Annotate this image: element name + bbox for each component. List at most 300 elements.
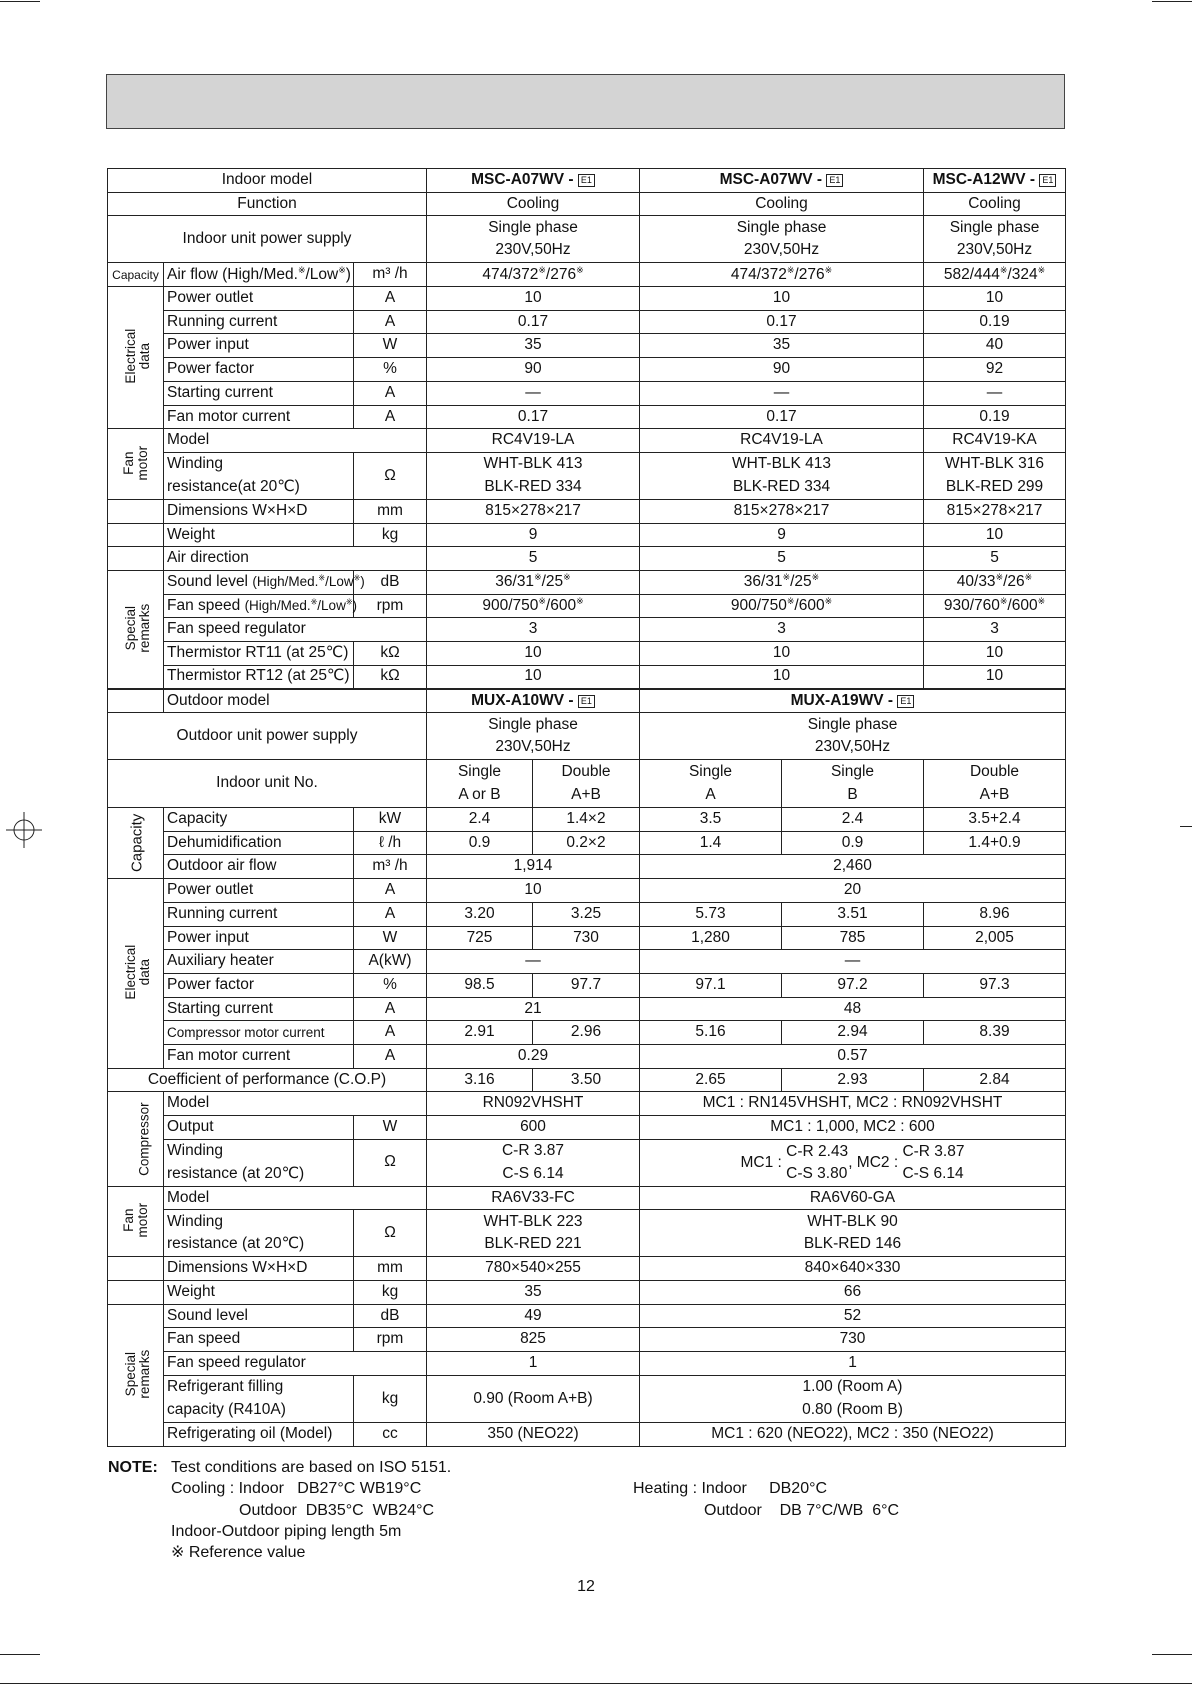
row-label: Starting current <box>164 997 354 1021</box>
table-cell: 0.19 <box>924 405 1066 429</box>
table-cell: 98.5 <box>427 973 533 997</box>
table-row <box>108 263 1066 287</box>
table-cell: Cooling <box>924 192 1066 216</box>
table-cell: 825 <box>427 1328 640 1352</box>
group-label: Capacity <box>108 263 164 287</box>
table-cell: RA6V60-GA <box>640 1186 1066 1210</box>
row-label: Thermistor RT12 (at 25℃) <box>164 665 354 689</box>
table-cell: RC4V19-LA <box>427 429 640 453</box>
table-cell: 1,280 <box>640 926 782 950</box>
table-cell: 900/750※/600※ <box>427 594 640 618</box>
row-label: Power factor <box>164 358 354 382</box>
table-row <box>108 618 1066 642</box>
table-row <box>108 1304 1066 1328</box>
table-cell: 5.73 <box>640 902 782 926</box>
crop-mark <box>1152 1654 1192 1655</box>
model-cell: MUX-A19WV - E1 <box>640 689 1066 713</box>
table-cell: 1.4×2 <box>533 808 640 832</box>
table-cell: 20 <box>640 879 1066 903</box>
table-cell: 0.17 <box>640 310 924 334</box>
unit-cell: A <box>354 902 427 926</box>
page-number: 12 <box>577 1578 595 1595</box>
table-row <box>108 523 1066 547</box>
table-cell: 35 <box>427 334 640 358</box>
table-row <box>108 808 1066 832</box>
table-cell: WHT-BLK 413 BLK-RED 334 <box>427 452 640 499</box>
unit-cell: W <box>354 1116 427 1140</box>
table-cell: Single A <box>640 760 782 808</box>
table-cell: — <box>924 381 1066 405</box>
table-cell: 0.57 <box>640 1044 1066 1068</box>
table-cell: 900/750※/600※ <box>640 594 924 618</box>
empty-cell <box>108 523 164 547</box>
table-cell: 0.29 <box>427 1044 640 1068</box>
table-cell: WHT-BLK 90 BLK-RED 146 <box>640 1210 1066 1257</box>
row-label: Air flow (High/Med.※/Low※) <box>164 263 354 287</box>
table-row <box>108 310 1066 334</box>
table-row <box>108 879 1066 903</box>
registration-mark-icon <box>6 812 42 848</box>
table-cell: 474/372※/276※ <box>427 263 640 287</box>
crop-mark <box>0 1683 1192 1684</box>
row-label: Fan speed <box>164 1328 354 1352</box>
row-label: Compressor motor current <box>164 1021 354 1045</box>
table-cell: 1,914 <box>427 855 640 879</box>
table-cell: Double A+B <box>924 760 1066 808</box>
model-cell: MUX-A10WV - E1 <box>427 689 640 713</box>
unit-cell: % <box>354 973 427 997</box>
table-row <box>108 950 1066 974</box>
unit-cell: A <box>354 997 427 1021</box>
empty-cell <box>108 499 164 523</box>
empty-cell <box>108 1257 164 1281</box>
table-cell: 35 <box>640 334 924 358</box>
table-cell: 40 <box>924 334 1066 358</box>
table-cell: Single phase 230V,50Hz <box>427 216 640 263</box>
row-label: Fan motor current <box>164 405 354 429</box>
row-label: Outdoor unit power supply <box>108 713 427 760</box>
table-cell: RA6V33-FC <box>427 1186 640 1210</box>
row-label: Model <box>164 1186 427 1210</box>
unit-cell: A <box>354 1021 427 1045</box>
e1-badge: E1 <box>578 174 595 187</box>
row-label: Fan speed regulator <box>164 618 427 642</box>
table-cell: 725 <box>427 926 533 950</box>
table-row <box>108 1044 1066 1068</box>
unit-cell: kg <box>354 1281 427 1305</box>
table-cell: 3.16 <box>427 1068 533 1092</box>
table-cell: 2.4 <box>782 808 924 832</box>
table-cell: 0.9 <box>782 831 924 855</box>
table-row <box>108 429 1066 453</box>
table-cell: RC4V19-KA <box>924 429 1066 453</box>
e1-badge: E1 <box>578 695 595 708</box>
table-cell: 582/444※/324※ <box>924 263 1066 287</box>
unit-cell: Ω <box>354 1210 427 1257</box>
row-label: Power outlet <box>164 287 354 311</box>
table-cell: 3.5+2.4 <box>924 808 1066 832</box>
table-cell: 0.90 (Room A+B) <box>427 1375 640 1422</box>
table-row <box>108 855 1066 879</box>
table-row <box>108 169 1066 193</box>
table-cell: 3.50 <box>533 1068 640 1092</box>
table-cell: 90 <box>640 358 924 382</box>
table-row <box>108 831 1066 855</box>
table-cell: 2.96 <box>533 1021 640 1045</box>
model-cell: MSC-A07WV - E1 <box>640 169 924 193</box>
empty-cell <box>108 1281 164 1305</box>
table-cell: 0.9 <box>427 831 533 855</box>
table-cell: C-R 3.87 C-S 6.14 <box>427 1139 640 1186</box>
unit-cell: ℓ /h <box>354 831 427 855</box>
row-label: Indoor unit No. <box>108 760 427 808</box>
row-label: Starting current <box>164 381 354 405</box>
group-label-electrical: Electrical data <box>108 879 164 1069</box>
group-label-special-remarks: Special remarks <box>108 1304 164 1446</box>
row-label: Function <box>108 192 427 216</box>
unit-cell: rpm <box>354 1328 427 1352</box>
row-label: Running current <box>164 310 354 334</box>
table-cell: 5 <box>427 547 640 571</box>
table-cell: 730 <box>640 1328 1066 1352</box>
table-row <box>108 1139 1066 1186</box>
table-cell: 10 <box>427 665 640 689</box>
row-label: Refrigerating oil (Model) <box>164 1422 354 1446</box>
table-cell: 97.7 <box>533 973 640 997</box>
unit-cell: rpm <box>354 594 427 618</box>
empty-cell <box>108 547 164 571</box>
unit-cell: % <box>354 358 427 382</box>
row-label: Dimensions W×H×D <box>164 499 354 523</box>
row-label: Capacity <box>164 808 354 832</box>
table-cell: 36/31※/25※ <box>427 570 640 594</box>
table-cell: 2.65 <box>640 1068 782 1092</box>
e1-badge: E1 <box>1039 174 1056 187</box>
table-cell: 10 <box>924 287 1066 311</box>
table-cell: 21 <box>427 997 640 1021</box>
table-cell: 1.00 (Room A) 0.80 (Room B) <box>640 1375 1066 1422</box>
group-label-fan-motor: Fan motor <box>108 1186 164 1257</box>
table-row <box>108 1375 1066 1422</box>
table-row <box>108 334 1066 358</box>
table-cell: Single phase 230V,50Hz <box>640 713 1066 760</box>
table-cell: Single A or B <box>427 760 533 808</box>
unit-cell: A <box>354 381 427 405</box>
table-cell: 815×278×217 <box>924 499 1066 523</box>
table-row <box>108 1281 1066 1305</box>
table-cell: 97.3 <box>924 973 1066 997</box>
row-label: Fan speed regulator <box>164 1352 427 1376</box>
table-cell: Single phase 230V,50Hz <box>427 713 640 760</box>
table-row <box>108 405 1066 429</box>
table-cell: — <box>640 950 1066 974</box>
unit-cell: kW <box>354 808 427 832</box>
table-cell: 10 <box>924 665 1066 689</box>
unit-cell: kΩ <box>354 642 427 666</box>
table-row <box>108 902 1066 926</box>
row-label: Power input <box>164 926 354 950</box>
table-cell: 1.4+0.9 <box>924 831 1066 855</box>
row-label: Model <box>164 429 427 453</box>
table-cell: 2.4 <box>427 808 533 832</box>
row-label: Power factor <box>164 973 354 997</box>
table-cell: 0.19 <box>924 310 1066 334</box>
table-cell: 2.84 <box>924 1068 1066 1092</box>
row-label: Model <box>164 1092 427 1116</box>
table-cell: 10 <box>640 665 924 689</box>
table-cell: 2.93 <box>782 1068 924 1092</box>
row-label: Fan speed (High/Med.※/Low※) <box>164 594 354 618</box>
table-row <box>108 1068 1066 1092</box>
table-cell: Single phase 230V,50Hz <box>924 216 1066 263</box>
note-line: Outdoor DB35°C WB24°C Outdoor DB 7°C/WB 6°C <box>239 1501 900 1519</box>
table-cell: 600 <box>427 1116 640 1140</box>
table-cell: MC1 : C-R 2.43 C-S 3.80, MC2 : C-R 3.87 C-S 6.14 <box>640 1139 1066 1186</box>
unit-cell: mm <box>354 1257 427 1281</box>
group-label-special-remarks: Special remarks <box>108 570 164 688</box>
table-row <box>108 1422 1066 1446</box>
table-row <box>108 1257 1066 1281</box>
table-cell: 815×278×217 <box>427 499 640 523</box>
table-cell: 1 <box>640 1352 1066 1376</box>
table-cell: 2.94 <box>782 1021 924 1045</box>
table-cell: 0.17 <box>640 405 924 429</box>
row-label: Weight <box>164 1281 354 1305</box>
row-label: Weight <box>164 523 354 547</box>
table-cell: 0.17 <box>427 405 640 429</box>
table-cell: WHT-BLK 316 BLK-RED 299 <box>924 452 1066 499</box>
table-row <box>108 499 1066 523</box>
table-row <box>108 1092 1066 1116</box>
row-label: Dehumidification <box>164 831 354 855</box>
group-label-compressor: Compressor <box>108 1092 164 1186</box>
table-row <box>108 665 1066 689</box>
e1-badge: E1 <box>897 695 914 708</box>
row-label: Sound level <box>164 1304 354 1328</box>
table-cell: 3 <box>640 618 924 642</box>
e1-badge: E1 <box>826 174 843 187</box>
row-label: Dimensions W×H×D <box>164 1257 354 1281</box>
table-cell: 0.2×2 <box>533 831 640 855</box>
row-label: Coefficient of performance (C.O.P) <box>108 1068 427 1092</box>
unit-cell: A <box>354 405 427 429</box>
table-cell: 9 <box>640 523 924 547</box>
model-cell: MSC-A12WV - E1 <box>924 169 1066 193</box>
row-label: Winding resistance (at 20℃) <box>164 1139 354 1186</box>
table-cell: 730 <box>533 926 640 950</box>
table-row <box>108 642 1066 666</box>
table-row <box>108 1352 1066 1376</box>
unit-cell: A <box>354 310 427 334</box>
unit-cell: m³ /h <box>354 855 427 879</box>
table-cell: 5 <box>924 547 1066 571</box>
unit-cell: kΩ <box>354 665 427 689</box>
unit-cell: mm <box>354 499 427 523</box>
specification-table <box>107 168 1066 1447</box>
table-cell: 10 <box>924 523 1066 547</box>
table-cell: 0.17 <box>427 310 640 334</box>
table-cell: Double A+B <box>533 760 640 808</box>
table-cell: RN092VHSHT <box>427 1092 640 1116</box>
table-cell: 2.91 <box>427 1021 533 1045</box>
unit-cell: kg <box>354 1375 427 1422</box>
table-cell: 49 <box>427 1304 640 1328</box>
table-cell: Single phase 230V,50Hz <box>640 216 924 263</box>
table-cell: 36/31※/25※ <box>640 570 924 594</box>
table-cell: 8.96 <box>924 902 1066 926</box>
table-cell: Cooling <box>640 192 924 216</box>
table-cell: WHT-BLK 413 BLK-RED 334 <box>640 452 924 499</box>
table-row <box>108 452 1066 499</box>
table-cell: 5.16 <box>640 1021 782 1045</box>
table-row <box>108 192 1066 216</box>
unit-cell: cc <box>354 1422 427 1446</box>
table-row <box>108 216 1066 263</box>
row-label: Air direction <box>164 547 427 571</box>
table-cell: WHT-BLK 223 BLK-RED 221 <box>427 1210 640 1257</box>
table-row <box>108 594 1066 618</box>
table-cell: 10 <box>924 642 1066 666</box>
row-label: Indoor model <box>108 169 427 193</box>
table-row <box>108 570 1066 594</box>
table-cell: 350 (NEO22) <box>427 1422 640 1446</box>
table-row <box>108 689 1066 713</box>
note-line: Indoor-Outdoor piping length 5m <box>171 1522 402 1540</box>
table-cell: 3.25 <box>533 902 640 926</box>
table-cell: 92 <box>924 358 1066 382</box>
table-cell: 48 <box>640 997 1066 1021</box>
table-cell: 5 <box>640 547 924 571</box>
table-cell: 840×640×330 <box>640 1257 1066 1281</box>
unit-cell: Ω <box>354 452 427 499</box>
table-cell: 780×540×255 <box>427 1257 640 1281</box>
table-cell: 10 <box>427 642 640 666</box>
table-cell: MC1 : RN145VHSHT, MC2 : RN092VHSHT <box>640 1092 1066 1116</box>
crop-mark <box>1180 826 1192 827</box>
unit-cell: A(kW) <box>354 950 427 974</box>
table-cell: Cooling <box>427 192 640 216</box>
table-row <box>108 1021 1066 1045</box>
crop-mark <box>0 1654 40 1655</box>
table-row <box>108 713 1066 760</box>
title-bar <box>106 74 1065 129</box>
group-label-fan-motor: Fan motor <box>108 429 164 500</box>
table-cell: 40/33※/26※ <box>924 570 1066 594</box>
crop-mark <box>0 1 40 2</box>
table-row <box>108 287 1066 311</box>
table-cell: 10 <box>427 879 640 903</box>
table-cell: 3 <box>924 618 1066 642</box>
table-row <box>108 358 1066 382</box>
model-cell: MSC-A07WV - E1 <box>427 169 640 193</box>
note-line: Cooling : Indoor DB27°C WB19°C Heating : Indoor DB20°C <box>171 1480 828 1498</box>
table-cell: Single B <box>782 760 924 808</box>
note-line: NOTE: Test conditions are based on ISO 5151. <box>108 1459 452 1476</box>
table-cell: RC4V19-LA <box>640 429 924 453</box>
table-cell: 1 <box>427 1352 640 1376</box>
row-label: Winding resistance (at 20℃) <box>164 1210 354 1257</box>
table-cell: 785 <box>782 926 924 950</box>
table-cell: 3.20 <box>427 902 533 926</box>
unit-cell: dB <box>354 570 427 594</box>
group-label-electrical: Electrical data <box>108 287 164 429</box>
row-label: Sound level (High/Med.※/Low※) <box>164 570 354 594</box>
crop-mark <box>1152 1 1192 2</box>
row-label: Power input <box>164 334 354 358</box>
table-cell: 66 <box>640 1281 1066 1305</box>
unit-cell: W <box>354 334 427 358</box>
table-row <box>108 926 1066 950</box>
table-cell: MC1 : 1,000, MC2 : 600 <box>640 1116 1066 1140</box>
table-row <box>108 1328 1066 1352</box>
table-cell: 9 <box>427 523 640 547</box>
table-cell: 1.4 <box>640 831 782 855</box>
unit-cell: A <box>354 1044 427 1068</box>
table-cell: 815×278×217 <box>640 499 924 523</box>
table-cell: 930/760※/600※ <box>924 594 1066 618</box>
table-row <box>108 997 1066 1021</box>
unit-cell: A <box>354 287 427 311</box>
unit-cell: Ω <box>354 1139 427 1186</box>
table-row <box>108 1186 1066 1210</box>
table-cell: 97.2 <box>782 973 924 997</box>
group-label-capacity: Capacity <box>108 808 164 879</box>
unit-cell: A <box>354 879 427 903</box>
unit-cell: W <box>354 926 427 950</box>
table-cell: 10 <box>640 287 924 311</box>
row-label: Indoor unit power supply <box>108 216 427 263</box>
table-cell: 474/372※/276※ <box>640 263 924 287</box>
table-cell: 35 <box>427 1281 640 1305</box>
row-label: Fan motor current <box>164 1044 354 1068</box>
row-label: Output <box>164 1116 354 1140</box>
table-cell: 3.51 <box>782 902 924 926</box>
empty-cell <box>108 689 164 713</box>
unit-cell: kg <box>354 523 427 547</box>
note-line: ※ Reference value <box>171 1544 306 1562</box>
unit-cell: m³ /h <box>354 263 427 287</box>
table-cell: 10 <box>427 287 640 311</box>
row-label: Thermistor RT11 (at 25℃) <box>164 642 354 666</box>
row-label: Running current <box>164 902 354 926</box>
row-label: Outdoor model <box>164 689 427 713</box>
table-cell: 2,460 <box>640 855 1066 879</box>
table-cell: 10 <box>640 642 924 666</box>
table-cell: — <box>427 381 640 405</box>
table-cell: 3 <box>427 618 640 642</box>
table-cell: — <box>640 381 924 405</box>
notes <box>108 1457 900 1563</box>
row-label: Outdoor air flow <box>164 855 354 879</box>
row-label: Auxiliary heater <box>164 950 354 974</box>
table-cell: — <box>427 950 640 974</box>
table-cell: MC1 : 620 (NEO22), MC2 : 350 (NEO22) <box>640 1422 1066 1446</box>
row-label: Refrigerant filling capacity (R410A) <box>164 1375 354 1422</box>
table-cell: 90 <box>427 358 640 382</box>
table-cell: 8.39 <box>924 1021 1066 1045</box>
row-label: Winding resistance(at 20℃) <box>164 452 354 499</box>
table-cell: 3.5 <box>640 808 782 832</box>
table-row <box>108 547 1066 571</box>
table-cell: 97.1 <box>640 973 782 997</box>
table-cell: 2,005 <box>924 926 1066 950</box>
table-row <box>108 1116 1066 1140</box>
unit-cell: dB <box>354 1304 427 1328</box>
table-cell: 52 <box>640 1304 1066 1328</box>
table-row <box>108 1210 1066 1257</box>
table-row <box>108 760 1066 808</box>
table-row <box>108 973 1066 997</box>
